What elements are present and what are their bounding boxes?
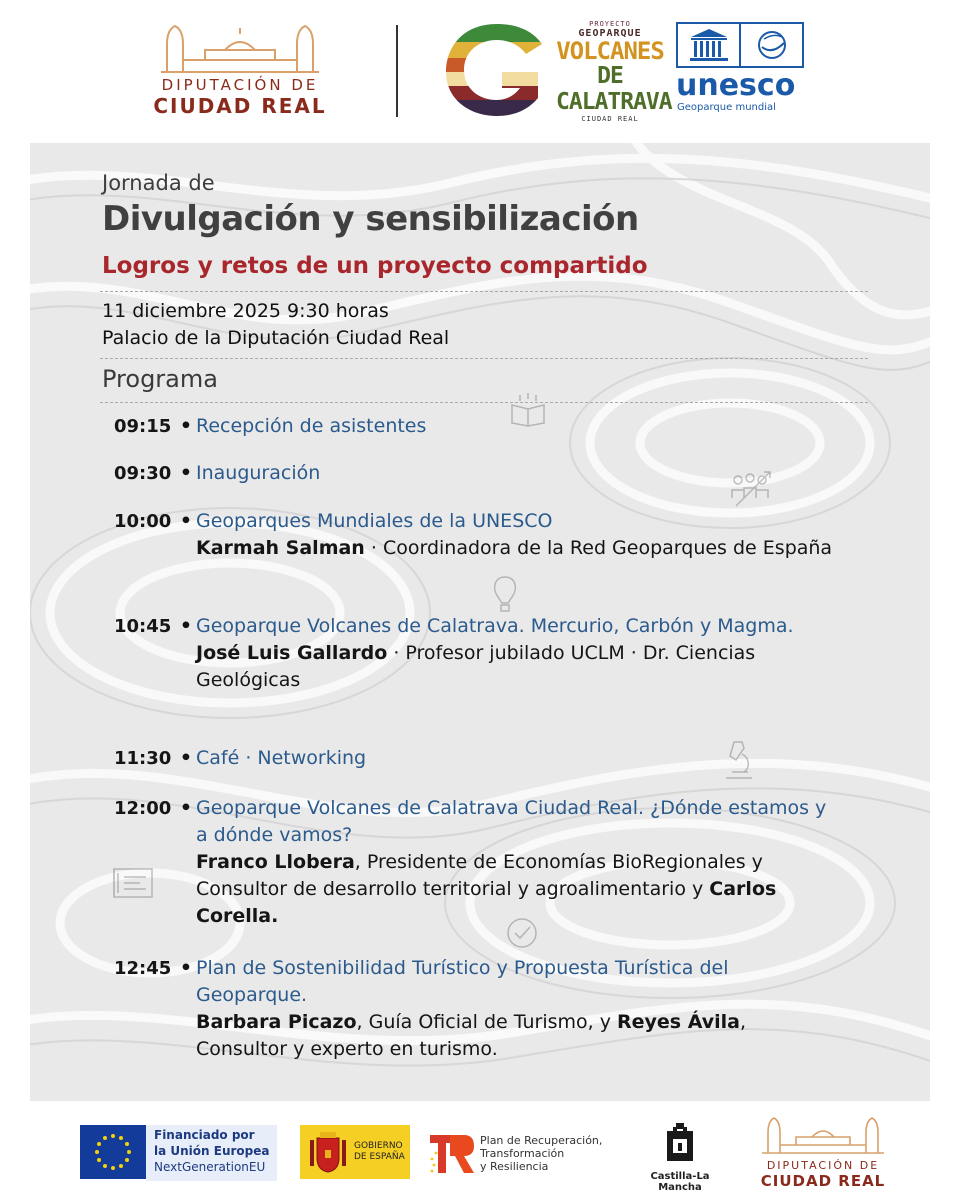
prtr-line3: y Resiliencia xyxy=(480,1159,549,1173)
globe-icon xyxy=(754,27,790,63)
footer-dip-line1: DIPUTACIÓN DE xyxy=(766,1159,880,1172)
balloon-icon xyxy=(490,575,520,615)
coat-of-arms-icon xyxy=(308,1130,348,1174)
geoparque-landscape-icon xyxy=(442,20,552,120)
diputacion-footer-logo xyxy=(748,1115,898,1195)
palace-outline-icon xyxy=(155,22,325,74)
divider-rule xyxy=(100,291,868,292)
event-subtitle: Logros y retos de un proyecto compartido xyxy=(102,253,648,279)
item-title: Inauguración xyxy=(196,462,321,484)
unesco-subtitle: Geoparque mundial xyxy=(677,102,776,113)
event-title: Divulgación y sensibilización xyxy=(102,199,639,239)
speaker-role-2: , Consultor y experto en turismo. xyxy=(196,1011,747,1060)
prtr-text xyxy=(480,1134,602,1173)
geoparque-volcanes: VOLCANES xyxy=(556,37,664,65)
palace-outline-icon xyxy=(758,1115,888,1155)
speaker-name: Franco Llobera xyxy=(196,851,355,873)
gob-line2: DE ESPAÑA xyxy=(354,1152,405,1162)
event-venue: Palacio de la Diputación Ciudad Real xyxy=(102,327,450,349)
castle-icon xyxy=(663,1121,697,1165)
program-item xyxy=(114,460,834,487)
prtr-line1: Plan de Recuperación, xyxy=(480,1133,603,1147)
event-date: 11 diciembre 2025 9:30 horas xyxy=(102,300,389,322)
item-time: 11:30 xyxy=(114,748,172,769)
speaker-role: · Profesor jubilado UCLM · Dr. Ciencias Geológicas xyxy=(196,642,756,691)
bullet: • xyxy=(179,462,193,484)
item-speaker xyxy=(196,1009,834,1063)
diputacion-line2: CIUDAD REAL xyxy=(153,94,327,118)
program-card xyxy=(30,143,930,1101)
speaker-name-2: Carlos Corella. xyxy=(196,878,777,927)
unesco-wordmark: unesco xyxy=(676,68,796,103)
prtr-line2: Transformación xyxy=(480,1146,565,1160)
bullet: • xyxy=(179,615,193,637)
eu-line3: NextGenerationEU xyxy=(154,1160,266,1174)
diputacion-line1: DIPUTACIÓN DE xyxy=(161,76,319,94)
geoparque-top-label: GEOPARQUE xyxy=(578,28,642,39)
unesco-emblem xyxy=(676,22,804,68)
item-title: Recepción de asistentes xyxy=(196,415,427,437)
bullet: • xyxy=(179,510,193,532)
footer-logos xyxy=(0,1105,960,1200)
item-title: Geoparque Volcanes de Calatrava. Mercurio, Carbón y Magma. xyxy=(196,615,794,637)
temple-icon xyxy=(687,27,731,63)
header-divider xyxy=(396,25,398,117)
speaker-name: José Luis Gallardo xyxy=(196,642,388,664)
bullet: • xyxy=(179,415,193,437)
speaker-name: Karmah Salman xyxy=(196,537,365,559)
item-title: Geoparques Mundiales de la UNESCO xyxy=(196,510,553,532)
clm-text: Castilla-La Mancha xyxy=(650,1171,710,1193)
item-title: Café · Networking xyxy=(196,747,367,769)
geoparque-wordmark xyxy=(556,20,672,123)
programa-heading: Programa xyxy=(102,365,218,393)
eu-flag-icon xyxy=(80,1125,146,1179)
speaker-name-2: Reyes Ávila xyxy=(617,1011,740,1033)
item-speaker xyxy=(196,535,834,562)
bullet: • xyxy=(179,957,193,979)
program-item xyxy=(114,955,834,1063)
speaker-role: , Guía Oficial de Turismo, y xyxy=(356,1011,617,1033)
gobierno-espana-logo xyxy=(300,1125,410,1179)
geoparque-calatrava: DE CALATRAVA xyxy=(556,63,672,115)
program-item xyxy=(114,413,834,440)
geoparque-city: CIUDAD REAL xyxy=(581,115,639,123)
program-item xyxy=(114,795,834,930)
item-time: 10:00 xyxy=(114,511,172,532)
program-item xyxy=(114,745,834,772)
item-time: 09:15 xyxy=(114,416,172,437)
diputacion-logo xyxy=(140,22,340,122)
footer-dip-line2: CIUDAD REAL xyxy=(760,1172,886,1190)
divider-rule xyxy=(100,402,868,403)
item-time: 12:00 xyxy=(114,798,172,819)
bullet: • xyxy=(179,797,193,819)
eu-line1: Financiado por xyxy=(154,1128,255,1142)
prtr-mark-icon xyxy=(428,1129,476,1177)
item-title: Geoparque Volcanes de Calatrava Ciudad Real. ¿Dónde estamos y a dónde vamos? xyxy=(196,797,827,846)
speaker-name: Barbara Picazo xyxy=(196,1011,357,1033)
gobierno-text xyxy=(354,1141,405,1163)
speaker-role: , Presidente de Economías BioRegionales y Consultor de desarrollo territorial y agroalimentario y xyxy=(196,851,763,900)
item-speaker xyxy=(196,640,834,694)
geoparque-mark xyxy=(442,20,552,120)
item-speaker xyxy=(196,849,834,930)
eu-funding-logo xyxy=(80,1125,280,1181)
speaker-role: · Coordinadora de la Red Geoparques de España xyxy=(364,537,833,559)
item-time: 12:45 xyxy=(114,958,172,979)
prtr-logo xyxy=(428,1127,618,1179)
gob-line1: GOBIERNO xyxy=(354,1141,403,1151)
program-content xyxy=(30,143,930,1101)
event-kicker: Jornada de xyxy=(102,171,215,195)
geoparque-small-label: PROYECTO xyxy=(589,20,631,28)
item-title: Plan de Sostenibilidad Turístico y Propuesta Turística del Geoparque. xyxy=(196,957,729,1006)
program-item xyxy=(114,613,834,694)
item-time: 09:30 xyxy=(114,463,172,484)
castilla-la-mancha-logo xyxy=(630,1121,730,1191)
eu-line2: la Unión Europea xyxy=(154,1144,270,1158)
item-time: 10:45 xyxy=(114,616,172,637)
header xyxy=(0,0,960,140)
program-item xyxy=(114,508,834,562)
eu-text xyxy=(146,1125,277,1181)
divider-rule xyxy=(100,358,868,359)
unesco-logo xyxy=(676,22,806,122)
bullet: • xyxy=(179,747,193,769)
